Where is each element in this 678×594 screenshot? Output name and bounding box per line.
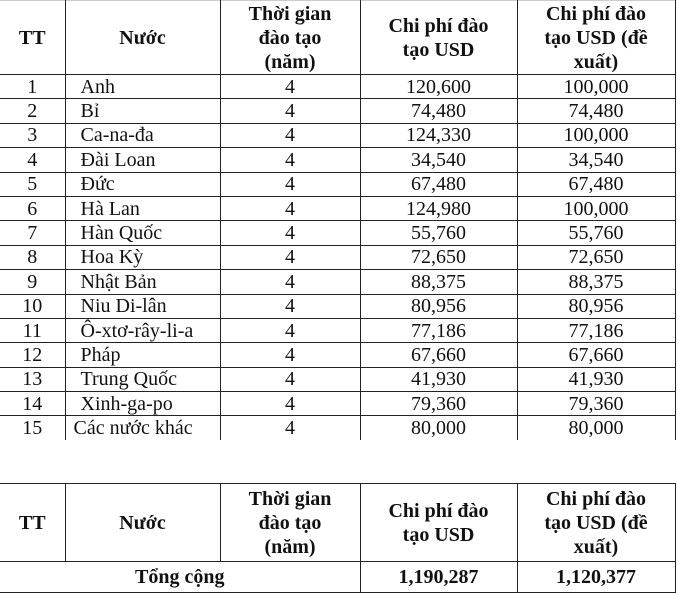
training-cost: 120,600 bbox=[360, 75, 517, 99]
row-number: 12 bbox=[0, 343, 65, 367]
country-name: Trung Quốc bbox=[65, 367, 220, 391]
row-number: 9 bbox=[0, 270, 65, 294]
country-name: Bỉ bbox=[65, 99, 220, 123]
table-row bbox=[0, 270, 675, 294]
row-number: 2 bbox=[0, 99, 65, 123]
training-cost: 124,980 bbox=[360, 196, 517, 220]
header-country: Nước bbox=[65, 1, 220, 75]
training-years: 4 bbox=[220, 343, 360, 367]
training-years: 4 bbox=[220, 318, 360, 342]
training-years: 4 bbox=[220, 75, 360, 99]
training-cost: 80,000 bbox=[360, 416, 517, 440]
row-number: 3 bbox=[0, 123, 65, 147]
proposed-cost: 100,000 bbox=[517, 196, 675, 220]
row-number: 7 bbox=[0, 221, 65, 245]
header-proposed-line3: xuất) bbox=[573, 50, 619, 73]
table-row bbox=[0, 75, 675, 99]
country-name: Hà Lan bbox=[65, 196, 220, 220]
proposed-cost: 88,375 bbox=[517, 270, 675, 294]
country-name: Đức bbox=[65, 172, 220, 196]
table-row bbox=[0, 343, 675, 367]
training-cost: 67,660 bbox=[360, 343, 517, 367]
proposed-cost: 41,930 bbox=[517, 367, 675, 391]
row-number: 14 bbox=[0, 392, 65, 416]
table-row bbox=[0, 148, 675, 172]
table-row bbox=[0, 294, 675, 318]
table-row bbox=[0, 245, 675, 269]
training-years: 4 bbox=[220, 416, 360, 440]
training-years: 4 bbox=[220, 392, 360, 416]
training-cost: 79,360 bbox=[360, 392, 517, 416]
proposed-cost: 67,660 bbox=[517, 343, 675, 367]
total-label: Tổng cộng bbox=[0, 562, 360, 593]
training-years: 4 bbox=[220, 367, 360, 391]
row-number: 11 bbox=[0, 318, 65, 342]
header-duration-line2: đào tạo bbox=[258, 26, 322, 49]
proposed-cost: 77,186 bbox=[517, 318, 675, 342]
header-proposed-line1: Chi phí đào bbox=[545, 2, 647, 25]
table-row bbox=[0, 392, 675, 416]
proposed-cost: 74,480 bbox=[517, 99, 675, 123]
header-duration-line2: đào tạo bbox=[258, 511, 322, 534]
training-cost: 88,375 bbox=[360, 270, 517, 294]
training-years: 4 bbox=[220, 221, 360, 245]
row-number: 1 bbox=[0, 75, 65, 99]
country-name: Hàn Quốc bbox=[65, 221, 220, 245]
header-cost bbox=[360, 1, 517, 75]
proposed-cost: 80,000 bbox=[517, 416, 675, 440]
header-proposed-cost bbox=[517, 1, 675, 75]
training-years: 4 bbox=[220, 294, 360, 318]
training-years: 4 bbox=[220, 99, 360, 123]
header-tt: TT bbox=[0, 484, 65, 562]
training-years: 4 bbox=[220, 172, 360, 196]
header-country: Nước bbox=[65, 484, 220, 562]
row-number: 10 bbox=[0, 294, 65, 318]
table-row bbox=[0, 172, 675, 196]
summary-table bbox=[0, 483, 676, 593]
row-number: 13 bbox=[0, 367, 65, 391]
table-row bbox=[0, 367, 675, 391]
country-name: Các nước khác bbox=[65, 416, 220, 440]
row-number: 5 bbox=[0, 172, 65, 196]
table-row bbox=[0, 99, 675, 123]
header-cost bbox=[360, 484, 517, 562]
country-name: Pháp bbox=[65, 343, 220, 367]
country-name: Ca-na-đa bbox=[65, 123, 220, 147]
training-cost: 80,956 bbox=[360, 294, 517, 318]
training-years: 4 bbox=[220, 245, 360, 269]
header-duration bbox=[220, 1, 360, 75]
header-duration-line3: (năm) bbox=[264, 50, 316, 73]
country-name: Niu Di-lân bbox=[65, 294, 220, 318]
country-name: Xinh-ga-po bbox=[65, 392, 220, 416]
training-years: 4 bbox=[220, 148, 360, 172]
training-cost: 124,330 bbox=[360, 123, 517, 147]
header-row bbox=[0, 1, 675, 75]
proposed-cost: 72,650 bbox=[517, 245, 675, 269]
training-cost: 72,650 bbox=[360, 245, 517, 269]
country-name: Hoa Kỳ bbox=[65, 245, 220, 269]
header-duration-line1: Thời gian bbox=[248, 2, 332, 25]
total-proposed-cost: 1,120,377 bbox=[517, 562, 675, 593]
table-row bbox=[0, 318, 675, 342]
proposed-cost: 34,540 bbox=[517, 148, 675, 172]
training-years: 4 bbox=[220, 123, 360, 147]
training-cost: 34,540 bbox=[360, 148, 517, 172]
header-duration-line1: Thời gian bbox=[248, 487, 332, 510]
header-duration bbox=[220, 484, 360, 562]
country-name: Anh bbox=[65, 75, 220, 99]
header-proposed-line1: Chi phí đào bbox=[545, 487, 647, 510]
header-cost-line2: tạo USD bbox=[402, 38, 475, 61]
proposed-cost: 79,360 bbox=[517, 392, 675, 416]
row-number: 4 bbox=[0, 148, 65, 172]
repeated-header-row bbox=[0, 484, 675, 562]
proposed-cost: 67,480 bbox=[517, 172, 675, 196]
training-cost: 41,930 bbox=[360, 367, 517, 391]
header-cost-line2: tạo USD bbox=[402, 523, 475, 546]
training-cost: 67,480 bbox=[360, 172, 517, 196]
proposed-cost: 100,000 bbox=[517, 123, 675, 147]
table-row bbox=[0, 416, 675, 440]
proposed-cost: 55,760 bbox=[517, 221, 675, 245]
proposed-cost: 100,000 bbox=[517, 75, 675, 99]
header-proposed-line2: tạo USD (đề bbox=[544, 511, 648, 534]
proposed-cost: 80,956 bbox=[517, 294, 675, 318]
training-cost: 77,186 bbox=[360, 318, 517, 342]
table-row bbox=[0, 123, 675, 147]
country-name: Ô-xtơ-rây-li-a bbox=[65, 318, 220, 342]
table-row bbox=[0, 221, 675, 245]
row-number: 15 bbox=[0, 416, 65, 440]
training-years: 4 bbox=[220, 196, 360, 220]
header-duration-line3: (năm) bbox=[264, 535, 316, 558]
table-body bbox=[0, 75, 675, 441]
header-proposed-line3: xuất) bbox=[573, 535, 619, 558]
table-row bbox=[0, 196, 675, 220]
header-proposed-cost bbox=[517, 484, 675, 562]
training-cost: 55,760 bbox=[360, 221, 517, 245]
country-name: Đài Loan bbox=[65, 148, 220, 172]
header-proposed-line2: tạo USD (đề bbox=[544, 26, 648, 49]
country-name: Nhật Bản bbox=[65, 270, 220, 294]
training-years: 4 bbox=[220, 270, 360, 294]
header-cost-line1: Chi phí đào bbox=[388, 499, 489, 522]
total-cost: 1,190,287 bbox=[360, 562, 517, 593]
header-cost-line1: Chi phí đào bbox=[388, 14, 489, 37]
row-number: 6 bbox=[0, 196, 65, 220]
header-tt: TT bbox=[0, 1, 65, 75]
training-cost: 74,480 bbox=[360, 99, 517, 123]
total-row bbox=[0, 562, 675, 593]
row-number: 8 bbox=[0, 245, 65, 269]
